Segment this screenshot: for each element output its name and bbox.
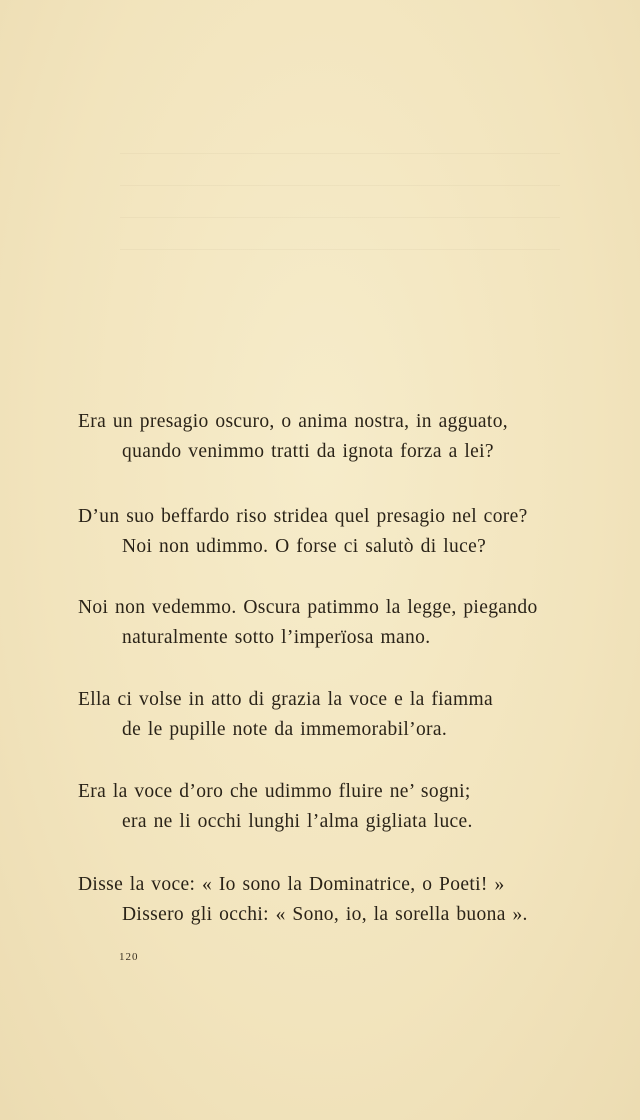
verse-line: Noi non udimmo. O forse ci salutò di luce?: [122, 536, 487, 557]
verse-line: de le pupille note da immemorabil’ora.: [122, 719, 448, 740]
verse-line: Disse la voce: « Io sono la Dominatrice, o Poeti! »: [78, 874, 505, 895]
page-number: 120: [119, 951, 139, 963]
verse-line: Noi non vedemmo. Oscura patimmo la legge, piegando: [78, 597, 538, 618]
verse-line: Ella ci volse in atto di grazia la voce e la fiamma: [78, 689, 493, 710]
verse-line: D’un suo beffardo riso stridea quel presagio nel core?: [78, 506, 528, 527]
verse-line: quando venimmo tratti da ignota forza a lei?: [122, 441, 494, 462]
verse-line: Era un presagio oscuro, o anima nostra, in agguato,: [78, 411, 509, 432]
verse-line: era ne li occhi lunghi l’alma gigliata luce.: [122, 811, 473, 832]
verse-line: naturalmente sotto l’imperïosa mano.: [122, 627, 431, 648]
verse-line: Era la voce d’oro che udimmo fluire ne’ sogni;: [78, 781, 471, 802]
verse-line: Dissero gli occhi: « Sono, io, la sorella buona ».: [122, 904, 528, 925]
show-through-text: [120, 135, 560, 275]
